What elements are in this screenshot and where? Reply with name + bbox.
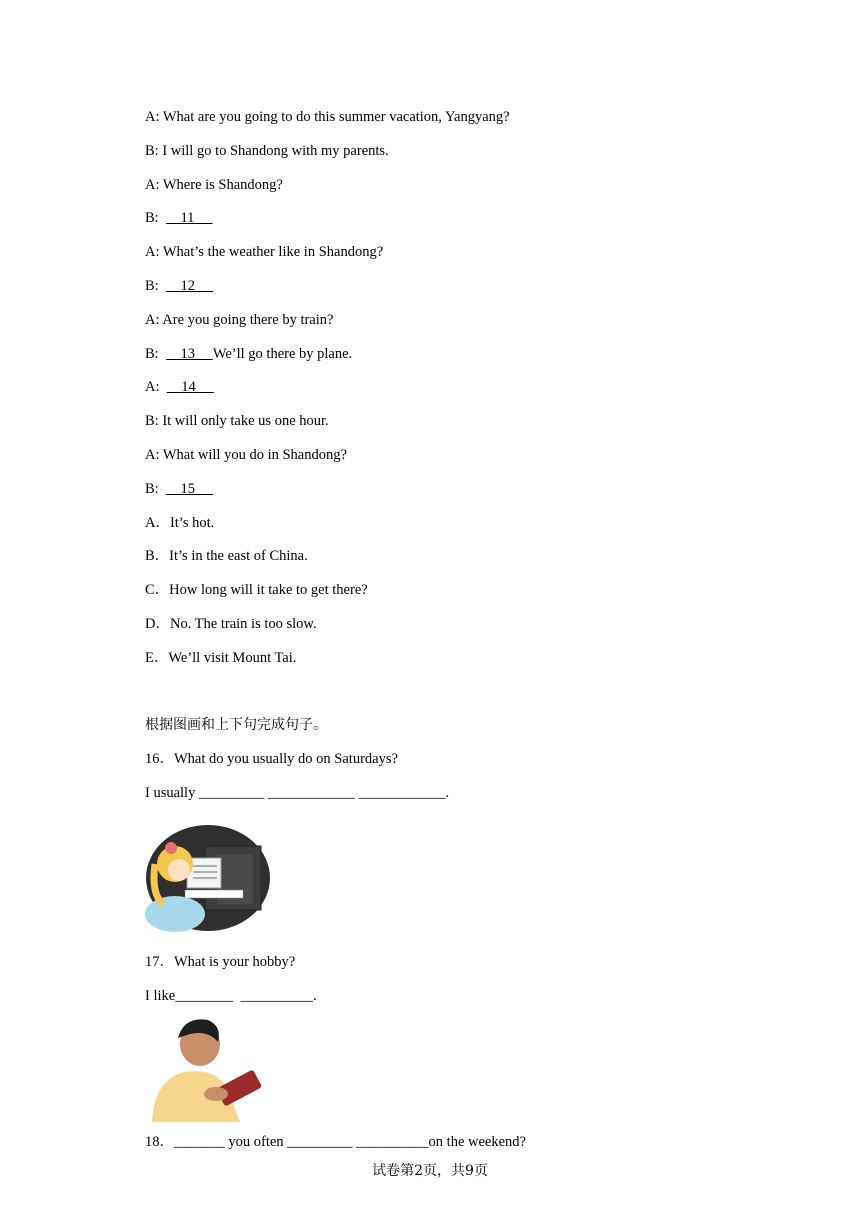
section-title: 根据图画和上下句完成句子。 [145,717,327,733]
option-d: D．No. The train is too slow. [145,616,317,632]
page-footer: 试卷第2页，共9页 [372,1163,488,1179]
question-18: 18．_______ you often _________ __________on the weekend? [145,1134,526,1150]
dialogue-blank-line: A: 14 [145,378,214,396]
dialogue-line: A: What are you going to do this summer vacation, Yangyang? [145,109,510,125]
boy-reading-book-image [144,1014,264,1122]
blank-13: 13 [180,346,195,362]
option-c: C．How long will it take to get there? [145,582,368,598]
option-a: A．It’s hot. [145,515,215,531]
option-b: B．It’s in the east of China. [145,548,308,564]
blank-14: 14 [181,379,196,395]
dialogue-line: A: Where is Shandong? [145,177,283,193]
dialogue-blank-line: B: 11 [145,209,213,227]
dialogue-blank-line: B: 15 [145,480,213,498]
question-17: 17．What is your hobby? [145,954,296,970]
dialogue-line: B: It will only take us one hour. [145,413,329,429]
blank-12: 12 [180,278,195,294]
dialogue-line: A: What’s the weather like in Shandong? [145,244,384,260]
blank-15: 15 [180,481,195,497]
dialogue-line: A: Are you going there by train? [145,312,334,328]
dialogue-blank-line: B: 13 We’ll go there by plane. [145,346,353,362]
option-e: E．We’ll visit Mount Tai. [145,650,297,666]
dialogue-line: A: What will you do in Shandong? [145,447,347,463]
girl-playing-piano-image [145,824,271,932]
dialogue-line: B: I will go to Shandong with my parents. [145,143,389,159]
answer-line-17: I like________ __________. [145,988,317,1004]
dialogue-blank-line: B: 12 [145,277,213,295]
question-16: 16．What do you usually do on Saturdays? [145,751,398,767]
blank-11: 11 [180,210,195,226]
answer-line-16: I usually _________ ____________ ____________. [145,785,450,801]
